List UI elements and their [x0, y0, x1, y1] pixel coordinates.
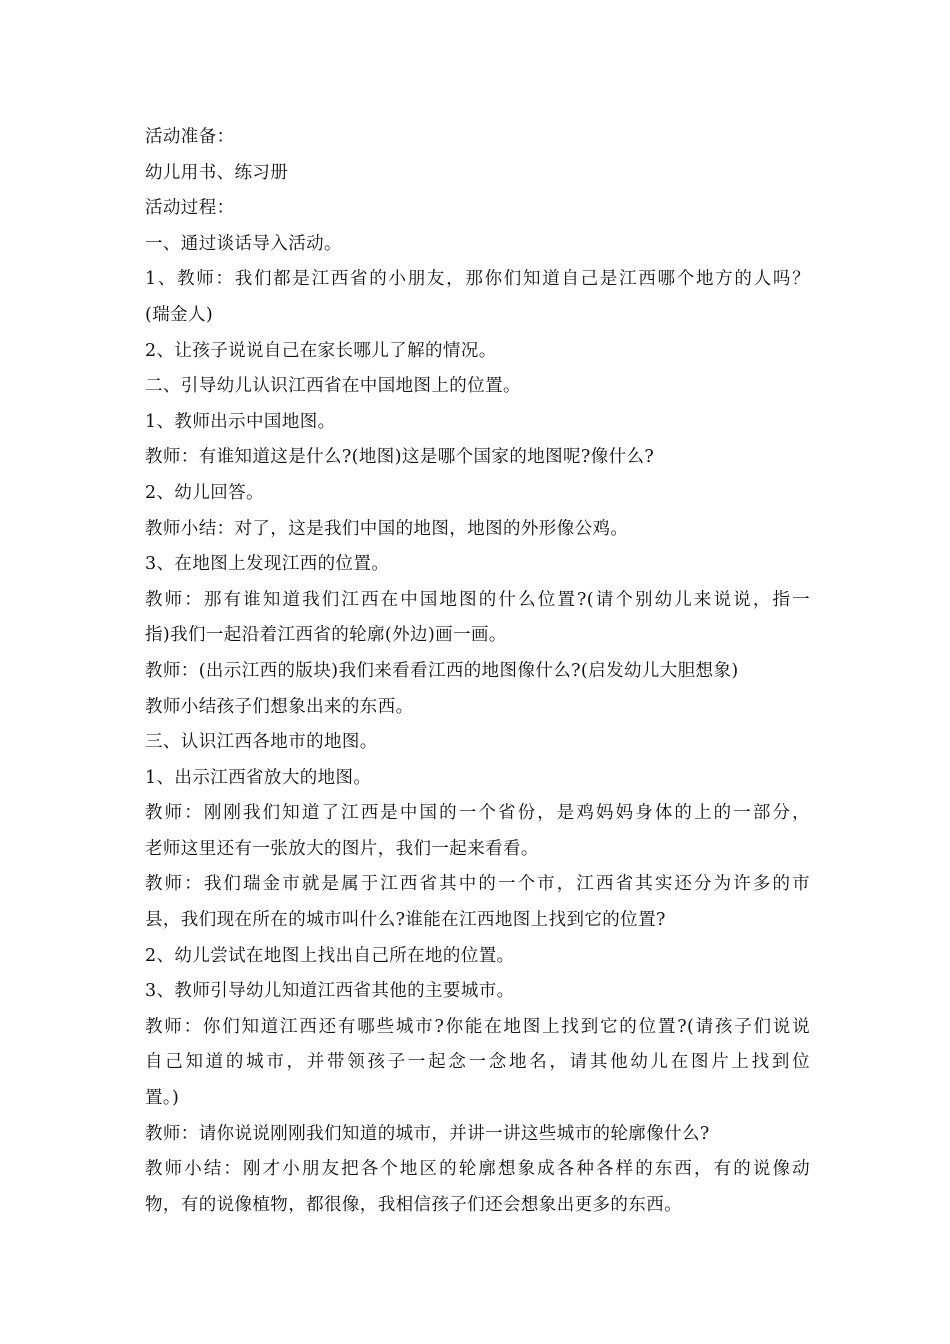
text-line: 教师小结孩子们想象出来的东西。: [145, 696, 414, 717]
text-line: 1、教师出示中国地图。: [145, 411, 336, 432]
text-line: 教师小结：刚才小朋友把各个地区的轮廓想象成各种各样的东西，有的说像动: [145, 1159, 810, 1180]
text-line: 教师：有谁知道这是什么?(地图)这是哪个国家的地图呢?像什么?: [145, 447, 655, 468]
text-line: 置。): [145, 1088, 180, 1109]
text-line: 教师：那有谁知道我们江西在中国地图的什么位置?(请个别幼儿来说说，指一: [145, 589, 810, 610]
text-line: 县，我们现在所在的城市叫什么?谁能在江西地图上找到它的位置?: [145, 910, 666, 931]
text-line: 活动准备：: [145, 127, 235, 147]
text-line: 教师：刚刚我们知道了江西是中国的一个省份，是鸡妈妈身体的上的一部分，: [145, 803, 810, 824]
text-line: 2、幼儿尝试在地图上找出自己所在地的位置。: [145, 945, 515, 966]
text-line: 指)我们一起沿着江西省的轮廓(外边)画一画。: [145, 625, 507, 646]
text-line: 3、教师引导幼儿知道江西省其他的主要城市。: [145, 981, 515, 1002]
document-body: [145, 120, 810, 1223]
text-line: 二、引导幼儿认识江西省在中国地图上的位置。: [145, 376, 521, 397]
text-line: 教师：(出示江西的版块)我们来看看江西的地图像什么?(启发幼儿大胆想象): [145, 660, 739, 681]
text-line: (瑞金人): [145, 304, 214, 325]
text-line: 活动过程：: [145, 198, 235, 219]
text-line: 1、教师：我们都是江西省的小朋友，那你们知道自己是江西哪个地方的人吗？: [145, 269, 810, 290]
text-line: 自己知道的城市，并带领孩子一起念一念地名，请其他幼儿在图片上找到位: [145, 1052, 810, 1073]
text-line: 老师这里还有一张放大的图片，我们一起来看看。: [145, 838, 539, 859]
text-line: 幼儿用书、练习册: [145, 162, 289, 183]
text-line: 2、让孩子说说自己在家长哪儿了解的情况。: [145, 340, 497, 361]
text-line: 2、幼儿回答。: [145, 482, 264, 503]
text-line: 教师：我们瑞金市就是属于江西省其中的一个市，江西省其实还分为许多的市: [145, 874, 810, 895]
text-line: 一、通过谈话导入活动。: [145, 233, 342, 254]
text-line: 三、认识江西各地市的地图。: [145, 732, 378, 753]
text-line: 教师：请你说说刚刚我们知道的城市，并讲一讲这些城市的轮廓像什么?: [145, 1123, 710, 1144]
text-line: 教师：你们知道江西还有哪些城市?你能在地图上找到它的位置?(请孩子们说说: [145, 1016, 810, 1037]
text-line: 1、出示江西省放大的地图。: [145, 767, 372, 788]
text-line: 教师小结：对了，这是我们中国的地图，地图的外形像公鸡。: [145, 518, 629, 539]
text-line: 物，有的说像植物，都很像，我相信孩子们还会想象出更多的东西。: [145, 1194, 682, 1215]
text-line: 3、在地图上发现江西的位置。: [145, 554, 390, 575]
